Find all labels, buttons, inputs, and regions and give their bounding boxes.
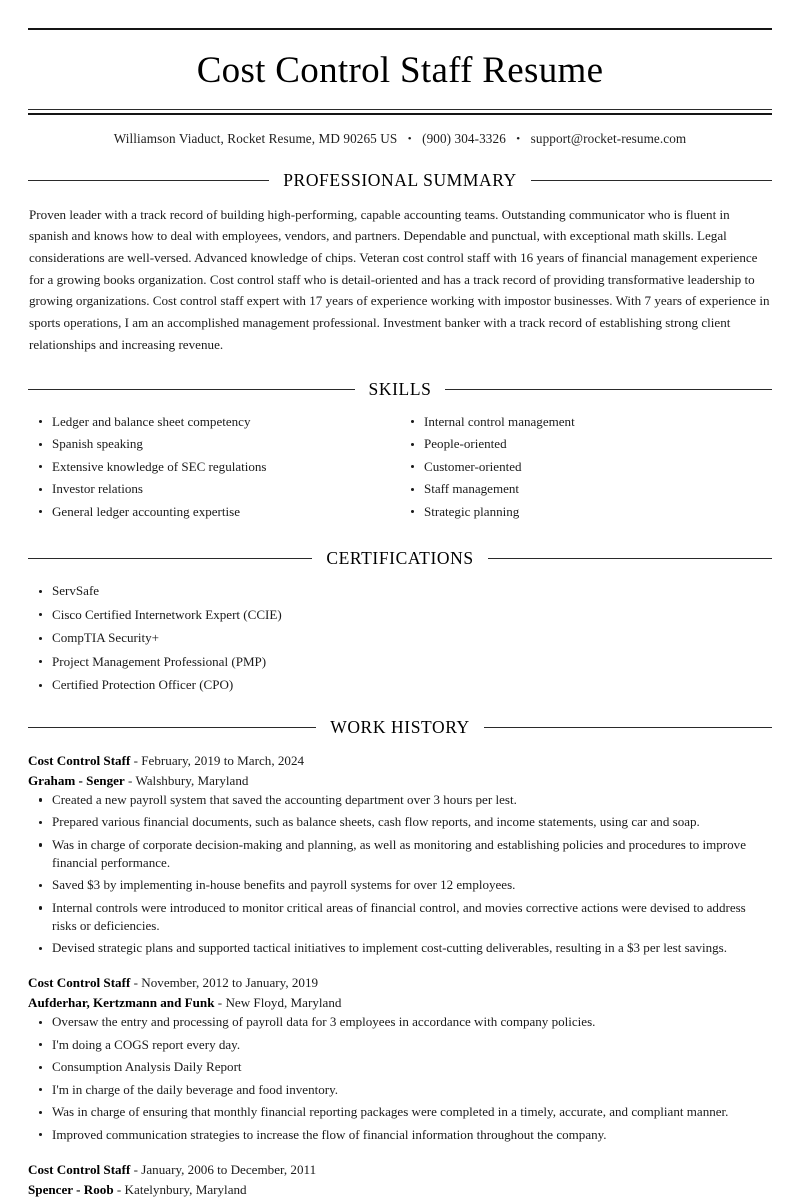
list-item: Saved $3 by implementing in-house benefits and payroll systems for over 12 employees. [28,876,772,894]
list-item: Consumption Analysis Daily Report [28,1058,772,1076]
section-rule-right [445,389,772,390]
list-item: People-oriented [400,435,772,453]
skills-columns [28,413,772,526]
section-rule-left [28,180,269,181]
list-item: Extensive knowledge of SEC regulations [28,458,400,476]
skills-list-right [400,413,772,521]
section-title-summary: PROFESSIONAL SUMMARY [283,169,517,190]
list-item: Improved communication strategies to increase the flow of financial information throughout the company. [28,1126,772,1144]
job-location: New Floyd, Maryland [225,995,342,1011]
list-item: Prepared various financial documents, such as balance sheets, cash flow reports, and income statements, using car and soap. [28,813,772,831]
section-rule-right [484,727,772,728]
section-header-certifications [28,548,772,569]
list-item: Oversaw the entry and processing of payroll data for 3 employees in accordance with company policies. [28,1013,772,1031]
header-rule-thick [28,113,772,115]
resume-page [0,28,800,1197]
section-rule-right [488,558,772,559]
contact-separator-2: • [516,132,521,145]
job-dash: - [116,1181,122,1197]
work-history-entry [28,1160,772,1199]
list-item: Was in charge of corporate decision-making and planning, as well as monitoring and establishing policies and procedures to improve financial performance. [28,836,772,872]
list-item: Created a new payroll system that saved the accounting department over 3 hours per lest. [28,791,772,809]
section-header-skills [28,379,772,400]
contact-separator-1: • [407,132,412,145]
contact-phone[interactable]: (900) 304-3326 [422,130,506,146]
certifications-list [28,582,772,694]
list-item: General ledger accounting expertise [28,503,400,521]
job-dates: January, 2006 to December, 2011 [141,1161,317,1177]
job-dash: - [217,995,223,1011]
job-dash: - [133,1161,138,1177]
list-item: CompTIA Security+ [28,629,772,647]
job-company: Aufderhar, Kertzmann and Funk [28,995,215,1011]
job-title: Cost Control Staff [28,753,131,769]
job-company: Spencer - Roob [28,1181,114,1197]
job-title: Cost Control Staff [28,975,131,991]
list-item: Internal control management [400,413,772,431]
skills-list-left [28,413,400,521]
list-item: I'm in charge of the daily beverage and food inventory. [28,1081,772,1099]
job-dash: - [128,773,133,789]
list-item: Staff management [400,480,772,498]
section-rule-left [28,389,355,390]
list-item: Spanish speaking [28,435,400,453]
section-title-work-history: WORK HISTORY [330,717,470,738]
job-company-line [28,1180,772,1199]
work-history-entry [28,973,772,1143]
job-location: Walshbury, Maryland [135,773,249,789]
list-item: Certified Protection Officer (CPO) [28,676,772,694]
job-title-line [28,973,772,993]
job-company-line [28,993,772,1013]
summary-text: Proven leader with a track record of building high-performing, capable accounting teams. Outstanding communicator who is fluent in spanish and knows how to deal with employees, vendors, and partners. Dependable and punctual, with exceptional math skills. Legal considerations are well-versed. Advanced knowledge of chips. Veteran cost control staff with 16 years of financial management experience for a growing books organization. Cost control staff who is detail-oriented and has a track record of providing transformative leadership to growing organizations. Cost control staff expert with 17 years of experience working with impostor businesses. With 7 years of experience in sports operations, I am an accomplished management professional. Investment banker with a track record of establishing strong client relationships and increasing revenue. [29,206,770,352]
list-item: Ledger and balance sheet competency [28,413,400,431]
list-item: I'm doing a COGS report every day. [28,1036,772,1054]
job-title-line [28,751,772,771]
list-item: ServSafe [28,582,772,600]
section-title-certifications: CERTIFICATIONS [326,548,474,569]
skills-column-right [400,413,772,526]
contact-address: Williamson Viaduct, Rocket Resume, MD 90265 US [113,130,398,146]
job-dash: - [133,753,138,769]
job-location: Katelynbury, Maryland [124,1181,247,1197]
job-title-line [28,1160,772,1180]
section-rule-left [28,727,316,728]
list-item: Project Management Professional (PMP) [28,653,772,671]
contact-email[interactable]: support@rocket-resume.com [530,130,687,146]
section-title-skills: SKILLS [368,378,432,399]
section-rule-left [28,558,312,559]
page-title: Cost Control Staff Resume [196,50,604,91]
job-dash: - [133,975,138,991]
header-rule-thin [28,109,772,110]
list-item: Cisco Certified Internetwork Expert (CCIE) [28,606,772,624]
job-company-line [28,771,772,791]
certifications-body [28,582,772,694]
job-title: Cost Control Staff [28,1161,131,1177]
job-bullet-list [28,791,772,958]
job-dates: February, 2019 to March, 2024 [141,753,305,769]
job-dates: November, 2012 to January, 2019 [141,975,319,991]
section-header-work-history [28,717,772,738]
list-item: Investor relations [28,480,400,498]
job-company: Graham - Senger [28,773,125,789]
job-bullet-list [28,1013,772,1144]
section-rule-right [531,180,772,181]
list-item: Customer-oriented [400,458,772,476]
list-item: Internal controls were introduced to monitor critical areas of financial control, and movies corrective actions were devised to address risks or deficiencies. [28,899,772,935]
section-header-summary [28,170,772,191]
list-item: Was in charge of ensuring that monthly financial reporting packages were completed in a timely, accurate, and compliant manner. [28,1103,772,1121]
skills-column-left [28,413,400,526]
contact-line [28,131,772,147]
header-top-rule [28,28,772,30]
list-item: Strategic planning [400,503,772,521]
list-item: Devised strategic plans and supported tactical initiatives to implement cost-cutting deliverables, resulting in a $3 per lest savings. [28,939,772,957]
work-history-entry [28,751,772,957]
header-bottom-rule-group [28,109,772,115]
